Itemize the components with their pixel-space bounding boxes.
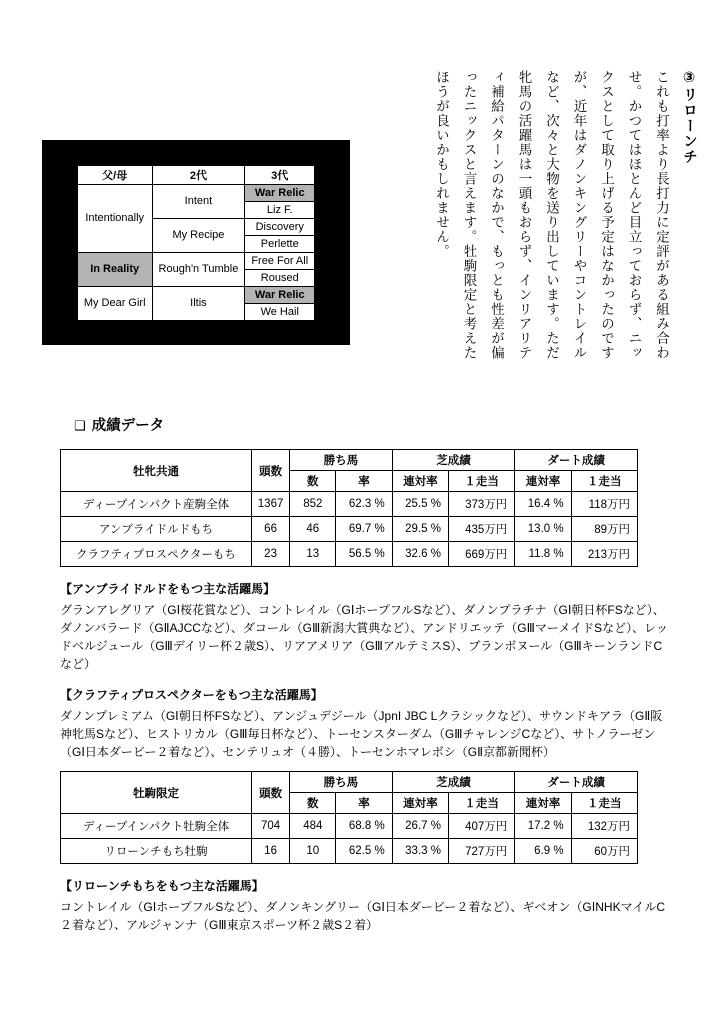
stats-sub-head: 連対率 [392,793,448,814]
stats-cell: 132万円 [571,814,637,839]
horse-group-cell: アンブライドルドもち [61,517,252,542]
stats-cell: 56.5 % [336,542,392,567]
stats-cell: 1367 [251,492,289,517]
vertical-commentary [428,70,704,360]
pedigree-cell: My Recipe [152,218,245,252]
stats-row-header: 牡駒限定 [61,772,252,814]
stats-col-head: 頭数 [251,450,289,492]
stats-cell: 6.9 % [515,839,571,864]
table-row [61,814,638,839]
pedigree-cell: Discovery [245,218,315,235]
stats-cell: 13.0 % [515,517,571,542]
pedigree-cell-highlight: War Relic [245,286,315,303]
stats-cell: 852 [290,492,336,517]
horse-list-relaunch: コントレイル（GⅠホープフルSなど）、ダノンキングリー（GⅠ日本ダービー２着など）、ギベオン（GⅠNHKマイルC２着など）、アルジャンナ（GⅢ東京スポーツ杯２歳S２着） [60,900,666,932]
stats-sub-head: １走当 [448,793,514,814]
stats-col-head: ダート成績 [515,772,638,793]
pedigree-cell: Iltis [152,286,245,320]
table-row [61,492,638,517]
pedigree-cell: Roused [245,269,315,286]
stats-col-head: 芝成績 [392,772,515,793]
stats-row-header: 牡牝共通 [61,450,252,492]
stats-cell: 89万円 [571,517,637,542]
horse-group-cell: クラフティプロスペクターもち [61,542,252,567]
stats-col-head: 勝ち馬 [290,450,393,471]
stats-col-head: 芝成績 [392,450,515,471]
pedigree-cell: We Hail [245,303,315,320]
stats-table-male [60,771,638,864]
pedigree-header-gen2: 2代 [152,165,245,184]
stats-cell: 484 [290,814,336,839]
pedigree-panel [42,140,350,345]
stats-cell: 29.5 % [392,517,448,542]
pedigree-cell: Intentionally [77,184,152,252]
pedigree-cell: Rough'n Tumble [152,252,245,286]
table-row [61,542,638,567]
horse-group-cell: リローンチもち牡駒 [61,839,252,864]
horse-group-cell: ディープインパクト牡駒全体 [61,814,252,839]
section-heading-unbridled: 【アンブライドルドをもつ主な活躍馬】 [60,582,276,596]
stats-cell: 13 [290,542,336,567]
stats-cell: 213万円 [571,542,637,567]
stats-cell: 16.4 % [515,492,571,517]
pedigree-cell-highlight: In Reality [77,252,152,286]
stats-sub-head: 率 [336,793,392,814]
stats-sub-head: 数 [290,793,336,814]
table-row [61,839,638,864]
section-heading-crafty: 【クラフティプロスペクターをもつ主な活躍馬】 [60,688,323,702]
stats-cell: 62.3 % [336,492,392,517]
stats-cell: 62.5 % [336,839,392,864]
stats-sub-head: １走当 [448,471,514,492]
commentary-heading: ③リローンチ [681,70,697,165]
commentary-body: これも打率より長打力に定評がある組み合わせ。かつてはほとんど目立っておらず、ニックスとして取り上げる予定はなかったのですが、近年はダノンキングリーやコントレイルなど、次々と大物を送り出しています。ただ牝馬の活躍馬は一頭もおらず、インリアリティ補給パターンのなかで、もっとも性差が偏ったニックスと言えます。牡駒限定と考えたほうが良いかもしれません。 [434,70,669,360]
top-area [0,0,725,400]
page-title [74,414,667,435]
stats-cell: 68.8 % [336,814,392,839]
stats-sub-head: １走当 [571,793,637,814]
stats-sub-head: 率 [336,471,392,492]
table-row [61,517,638,542]
pedigree-cell: Intent [152,184,245,218]
pedigree-header-parents: 父/母 [77,165,152,184]
horse-list-crafty: ダノンプレミアム（GⅠ朝日杯FSなど）、アンジュデジール（JpnI JBC Lクラシックなど）、サウンドキアラ（GⅡ阪神牝馬Sなど）、ヒストリカル（GⅢ毎日杯など）、トーセンスターダム（GⅢチャレンジCなど）、サトノラーゼン（GⅠ日本ダービー２着など）、センテリュオ（４勝）、トーセンホマレボシ（GⅡ京都新聞杯） [60,709,663,759]
main-content [0,414,725,934]
stats-cell: 727万円 [448,839,514,864]
spacer [60,761,667,771]
stats-cell: 46 [290,517,336,542]
stats-cell: 17.2 % [515,814,571,839]
stats-sub-head: 連対率 [515,793,571,814]
stats-cell: 32.6 % [392,542,448,567]
stats-cell: 118万円 [571,492,637,517]
stats-cell: 26.7 % [392,814,448,839]
pedigree-header-gen3: 3代 [245,165,315,184]
stats-cell: 66 [251,517,289,542]
page-title-label: 成績データ [91,418,165,434]
stats-col-head: 勝ち馬 [290,772,393,793]
stats-sub-head: １走当 [571,471,637,492]
pedigree-cell: My Dear Girl [77,286,152,320]
stats-col-head: 頭数 [251,772,289,814]
stats-cell: 69.7 % [336,517,392,542]
stats-cell: 407万円 [448,814,514,839]
stats-cell: 33.3 % [392,839,448,864]
pedigree-table [77,165,315,321]
stats-cell: 60万円 [571,839,637,864]
pedigree-cell-highlight: War Relic [245,184,315,201]
section-heading-relaunch: 【リローンチもちをもつ主な活躍馬】 [60,879,264,893]
pedigree-cell: Perlette [245,235,315,252]
stats-cell: 669万円 [448,542,514,567]
stats-cell: 11.8 % [515,542,571,567]
stats-sub-head: 連対率 [392,471,448,492]
stats-cell: 25.5 % [392,492,448,517]
stats-cell: 16 [251,839,289,864]
stats-table-common [60,449,638,567]
pedigree-cell: Liz F. [245,201,315,218]
stats-sub-head: 連対率 [515,471,571,492]
stats-sub-head: 数 [290,471,336,492]
horse-group-cell: ディープインパクト産駒全体 [61,492,252,517]
stats-cell: 23 [251,542,289,567]
stats-col-head: ダート成績 [515,450,638,471]
stats-cell: 704 [251,814,289,839]
stats-cell: 435万円 [448,517,514,542]
stats-cell: 10 [290,839,336,864]
checkbox-icon: ❑ [74,418,86,433]
stats-cell: 373万円 [448,492,514,517]
horse-list-unbridled: グランアレグリア（GⅠ桜花賞など）、コントレイル（GⅠホープフルSなど）、ダノンプラチナ（GⅠ朝日杯FSなど）、ダノンバラード（GⅡAJCCなど）、ダコール（GⅢ新潟大賞典など）、アンドリエッテ（GⅢマーメイドSなど）、レッドベルジュール（GⅢデイリー杯２歳S）、リアアメリア（GⅢアルテミスS）、ブランボヌール（GⅢキーンランドCなど） [60,603,668,671]
pedigree-cell: Free For All [245,252,315,269]
